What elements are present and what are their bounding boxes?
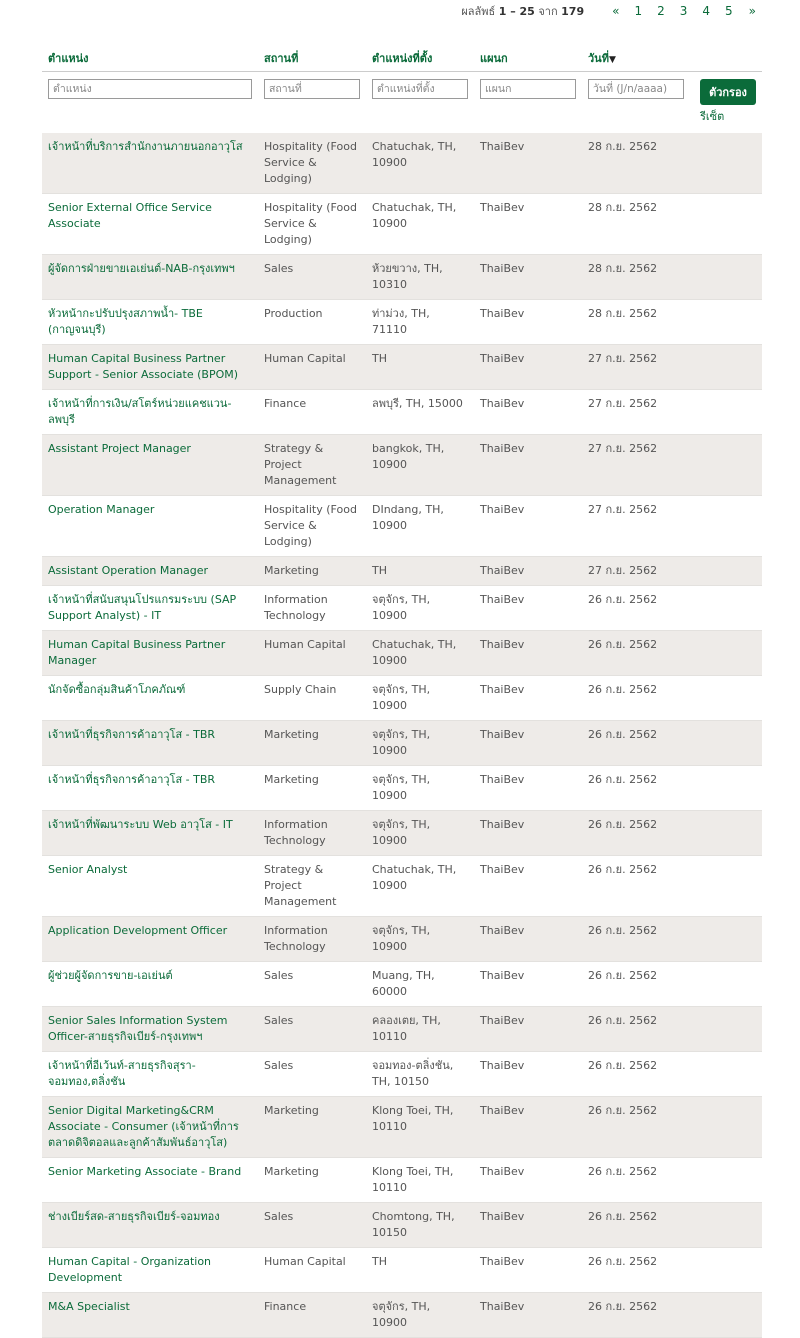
job-date: 28 ก.ย. 2562 — [582, 300, 690, 345]
job-facility: จตุจักร, TH, 10900 — [366, 676, 474, 721]
job-date: 26 ก.ย. 2562 — [582, 1007, 690, 1052]
job-department: ThaiBev — [474, 1293, 582, 1338]
facility-filter-input[interactable] — [372, 79, 468, 99]
job-title-link[interactable]: นักจัดซื้อกลุ่มสินค้าโภคภัณฑ์ — [48, 683, 186, 696]
pagination-first[interactable]: « — [612, 4, 620, 18]
table-row — [42, 557, 762, 586]
job-facility: Chomtong, TH, 10150 — [366, 1203, 474, 1248]
job-date: 27 ก.ย. 2562 — [582, 557, 690, 586]
job-location: Sales — [258, 255, 366, 300]
pagination-page-4[interactable]: 4 — [702, 4, 711, 18]
job-title-link[interactable]: M&A Specialist — [48, 1300, 130, 1313]
location-filter-input[interactable] — [264, 79, 360, 99]
job-facility: จตุจักร, TH, 10900 — [366, 766, 474, 811]
job-facility: Chatuchak, TH, 10900 — [366, 133, 474, 194]
job-department: ThaiBev — [474, 676, 582, 721]
job-date: 26 ก.ย. 2562 — [582, 721, 690, 766]
job-location: Human Capital — [258, 631, 366, 676]
job-department: ThaiBev — [474, 390, 582, 435]
job-date: 26 ก.ย. 2562 — [582, 1248, 690, 1293]
job-date: 26 ก.ย. 2562 — [582, 766, 690, 811]
job-title-link[interactable]: Operation Manager — [48, 503, 155, 516]
column-header-department[interactable]: แผนก — [474, 44, 582, 72]
job-facility: Klong Toei, TH, 10110 — [366, 1097, 474, 1158]
job-location: Marketing — [258, 1158, 366, 1203]
reset-link[interactable]: รีเซ็ต — [700, 110, 725, 123]
table-row — [42, 1248, 762, 1293]
job-department: ThaiBev — [474, 300, 582, 345]
job-facility: TH — [366, 557, 474, 586]
results-count — [461, 2, 584, 20]
job-facility: ลพบุรี, TH, 15000 — [366, 390, 474, 435]
job-title-link[interactable]: Human Capital Business Partner Manager — [48, 638, 226, 667]
job-title-link[interactable]: หัวหน้ากะปรับปรุงสภาพน้ำ- TBE (กาญจนบุรี) — [48, 307, 203, 336]
table-row — [42, 1158, 762, 1203]
sort-down-icon: ▼ — [608, 55, 616, 65]
pagination-bar — [461, 2, 756, 20]
job-facility: Chatuchak, TH, 10900 — [366, 856, 474, 917]
job-facility: DIndang, TH, 10900 — [366, 496, 474, 557]
table-row — [42, 962, 762, 1007]
job-title-link[interactable]: ผู้จัดการฝ่ายขายเอเย่นต์-NAB-กรุงเทพฯ — [48, 262, 235, 275]
table-row — [42, 1203, 762, 1248]
job-facility: ท่าม่วง, TH, 71110 — [366, 300, 474, 345]
results-body — [42, 133, 762, 1338]
pagination-page-3[interactable]: 3 — [679, 4, 688, 18]
job-facility: Klong Toei, TH, 10110 — [366, 1158, 474, 1203]
job-location: Information Technology — [258, 586, 366, 631]
job-location: Finance — [258, 390, 366, 435]
job-title-link[interactable]: Senior External Office Service Associate — [48, 201, 212, 230]
table-row — [42, 766, 762, 811]
job-department: ThaiBev — [474, 194, 582, 255]
job-date: 26 ก.ย. 2562 — [582, 811, 690, 856]
job-location: Sales — [258, 1007, 366, 1052]
column-header-title[interactable]: ตำแหน่ง — [42, 44, 258, 72]
table-row — [42, 1007, 762, 1052]
table-row — [42, 917, 762, 962]
title-filter-input[interactable] — [48, 79, 252, 99]
job-title-link[interactable]: เจ้าหน้าที่ธุรกิจการค้าอาวุโส - TBR — [48, 773, 216, 786]
job-location: Hospitality (Food Service & Lodging) — [258, 133, 366, 194]
job-date: 26 ก.ย. 2562 — [582, 917, 690, 962]
pagination-next[interactable]: » — [748, 4, 756, 18]
results-range: 1 – 25 — [498, 5, 535, 18]
results-total: 179 — [561, 5, 585, 18]
table-row — [42, 1052, 762, 1097]
job-date: 26 ก.ย. 2562 — [582, 676, 690, 721]
table-row — [42, 345, 762, 390]
job-title-link[interactable]: Human Capital - Organization Development — [48, 1255, 212, 1284]
job-location: Sales — [258, 1203, 366, 1248]
job-department: ThaiBev — [474, 1203, 582, 1248]
job-location: Human Capital — [258, 1248, 366, 1293]
job-title-link[interactable]: Senior Digital Marketing&CRM Associate - Consumer (เจ้าหน้าที่การตลาดดิจิตอลและลูกค้าสัมพันธ์อาวุโส) — [48, 1104, 239, 1149]
table-row — [42, 586, 762, 631]
job-department: ThaiBev — [474, 1248, 582, 1293]
job-location: Marketing — [258, 1097, 366, 1158]
filter-row — [42, 72, 762, 134]
job-facility: TH — [366, 1248, 474, 1293]
job-facility: Muang, TH, 60000 — [366, 962, 474, 1007]
job-location: Marketing — [258, 766, 366, 811]
search-results — [42, 44, 762, 1338]
job-location: Human Capital — [258, 345, 366, 390]
job-date: 28 ก.ย. 2562 — [582, 255, 690, 300]
table-row — [42, 194, 762, 255]
column-header-facility[interactable]: ตำแหน่งที่ตั้ง — [366, 44, 474, 72]
job-date: 28 ก.ย. 2562 — [582, 194, 690, 255]
column-header-actions — [690, 44, 762, 72]
job-title-link[interactable]: ผู้ช่วยผู้จัดการขาย-เอเย่นต์ — [48, 969, 173, 982]
results-prefix: ผลลัพธ์ — [461, 5, 496, 18]
job-date: 26 ก.ย. 2562 — [582, 586, 690, 631]
search-results-table — [42, 44, 762, 1338]
job-department: ThaiBev — [474, 1158, 582, 1203]
pagination-page-5[interactable]: 5 — [725, 4, 733, 18]
job-title-link[interactable]: Application Development Officer — [48, 924, 228, 937]
job-facility: ห้วยขวาง, TH, 10310 — [366, 255, 474, 300]
job-department: ThaiBev — [474, 586, 582, 631]
table-row — [42, 676, 762, 721]
table-row — [42, 300, 762, 345]
table-row — [42, 1097, 762, 1158]
job-date: 26 ก.ย. 2562 — [582, 1293, 690, 1338]
job-title-link[interactable]: เจ้าหน้าที่พัฒนาระบบ Web อาวุโส - IT — [48, 818, 233, 831]
job-facility: จตุจักร, TH, 10900 — [366, 721, 474, 766]
job-title-link[interactable]: Senior Analyst — [48, 863, 128, 876]
job-department: ThaiBev — [474, 496, 582, 557]
job-facility: จตุจักร, TH, 10900 — [366, 811, 474, 856]
job-facility: TH — [366, 345, 474, 390]
job-title-link[interactable]: ช่างเบียร์สด-สายธุรกิจเบียร์-จอมทอง — [48, 1210, 220, 1223]
table-row — [42, 1293, 762, 1338]
job-title-link[interactable]: เจ้าหน้าที่บริการสำนักงานภายนอกอาวุโส — [48, 140, 243, 153]
job-location: Hospitality (Food Service & Lodging) — [258, 496, 366, 557]
job-location: Supply Chain — [258, 676, 366, 721]
job-facility: Chatuchak, TH, 10900 — [366, 631, 474, 676]
job-location: Production — [258, 300, 366, 345]
table-row — [42, 390, 762, 435]
table-row — [42, 133, 762, 194]
job-location: Information Technology — [258, 811, 366, 856]
date-filter-input[interactable] — [588, 79, 684, 99]
job-department: ThaiBev — [474, 255, 582, 300]
job-location: Marketing — [258, 721, 366, 766]
pagination-page-1[interactable]: 1 — [634, 4, 643, 18]
table-row — [42, 721, 762, 766]
job-date: 26 ก.ย. 2562 — [582, 962, 690, 1007]
job-title-link[interactable]: Human Capital Business Partner Support - Senior Associate (BPOM) — [48, 352, 239, 381]
filter-button[interactable]: ตัวกรอง — [700, 79, 756, 105]
job-title-link[interactable]: Senior Sales Information System Officer-สายธุรกิจเบียร์-กรุงเทพฯ — [48, 1014, 228, 1043]
table-row — [42, 435, 762, 496]
job-date: 28 ก.ย. 2562 — [582, 133, 690, 194]
job-department: ThaiBev — [474, 1007, 582, 1052]
job-title-link[interactable]: Assistant Operation Manager — [48, 564, 209, 577]
job-date: 26 ก.ย. 2562 — [582, 631, 690, 676]
table-row — [42, 811, 762, 856]
job-date: 26 ก.ย. 2562 — [582, 1203, 690, 1248]
job-facility: bangkok, TH, 10900 — [366, 435, 474, 496]
job-location: Sales — [258, 1052, 366, 1097]
job-department: ThaiBev — [474, 962, 582, 1007]
job-title-link[interactable]: เจ้าหน้าที่สนับสนุนโปรแกรมระบบ (SAP Support Analyst) - IT — [48, 593, 237, 622]
job-location: Marketing — [258, 557, 366, 586]
job-department: ThaiBev — [474, 811, 582, 856]
job-department: ThaiBev — [474, 557, 582, 586]
pagination — [602, 4, 756, 18]
table-row — [42, 856, 762, 917]
job-date: 26 ก.ย. 2562 — [582, 1097, 690, 1158]
job-department: ThaiBev — [474, 1097, 582, 1158]
job-date: 27 ก.ย. 2562 — [582, 435, 690, 496]
job-department: ThaiBev — [474, 345, 582, 390]
job-facility: จตุจักร, TH, 10900 — [366, 1293, 474, 1338]
job-date: 27 ก.ย. 2562 — [582, 496, 690, 557]
job-department: ThaiBev — [474, 917, 582, 962]
job-location: Hospitality (Food Service & Lodging) — [258, 194, 366, 255]
job-location: Strategy & Project Management — [258, 856, 366, 917]
job-facility: จตุจักร, TH, 10900 — [366, 586, 474, 631]
column-header-location[interactable]: สถานที่ — [258, 44, 366, 72]
job-date: 26 ก.ย. 2562 — [582, 856, 690, 917]
table-row — [42, 631, 762, 676]
job-location: Sales — [258, 962, 366, 1007]
job-date: 26 ก.ย. 2562 — [582, 1158, 690, 1203]
job-facility: จอมทอง-ตลิ่งชัน, TH, 10150 — [366, 1052, 474, 1097]
job-title-link[interactable]: เจ้าหน้าที่การเงิน/สโตร์หน่วยแคชแวน-ลพบุรี — [48, 397, 232, 426]
job-facility: คลองเตย, TH, 10110 — [366, 1007, 474, 1052]
pagination-page-2[interactable]: 2 — [657, 4, 665, 18]
job-date: 26 ก.ย. 2562 — [582, 1052, 690, 1097]
table-row — [42, 255, 762, 300]
job-location: Finance — [258, 1293, 366, 1338]
job-department: ThaiBev — [474, 1052, 582, 1097]
job-title-link[interactable]: Senior Marketing Associate - Brand — [48, 1165, 242, 1178]
table-row — [42, 496, 762, 557]
column-header-date[interactable]: วันที่▼ — [582, 44, 690, 72]
job-location: Strategy & Project Management — [258, 435, 366, 496]
job-facility: จตุจักร, TH, 10900 — [366, 917, 474, 962]
job-department: ThaiBev — [474, 435, 582, 496]
job-title-link[interactable]: Assistant Project Manager — [48, 442, 191, 455]
job-title-link[interactable]: เจ้าหน้าที่ธุรกิจการค้าอาวุโส - TBR — [48, 728, 216, 741]
job-department: ThaiBev — [474, 133, 582, 194]
results-of-label: จาก — [538, 5, 558, 18]
job-location: Information Technology — [258, 917, 366, 962]
job-department: ThaiBev — [474, 856, 582, 917]
job-date: 27 ก.ย. 2562 — [582, 345, 690, 390]
job-department: ThaiBev — [474, 631, 582, 676]
job-department: ThaiBev — [474, 766, 582, 811]
department-filter-input[interactable] — [480, 79, 576, 99]
job-facility: Chatuchak, TH, 10900 — [366, 194, 474, 255]
job-title-link[interactable]: เจ้าหน้าที่อีเว้นท์-สายธุรกิจสุรา-จอมทอง,ตลิ่งชัน — [48, 1059, 196, 1088]
job-department: ThaiBev — [474, 721, 582, 766]
header-row — [42, 44, 762, 72]
job-date: 27 ก.ย. 2562 — [582, 390, 690, 435]
